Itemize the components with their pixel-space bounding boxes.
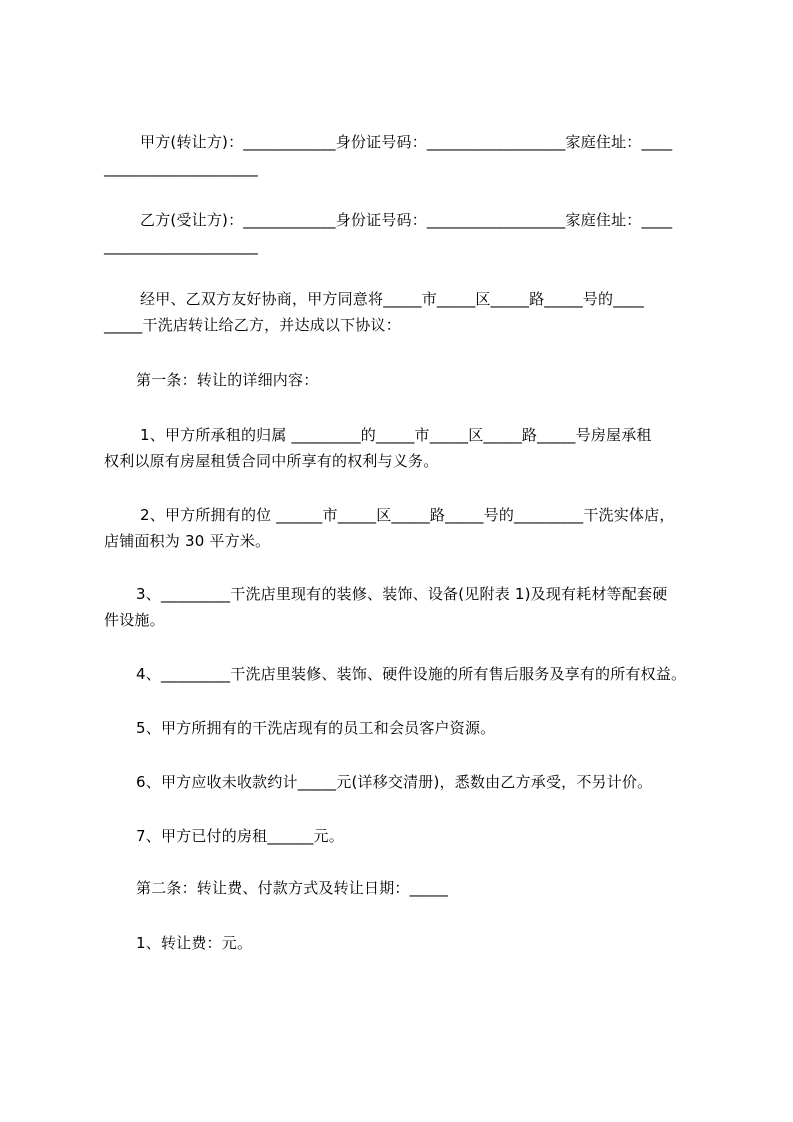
article-1-item-3-line-2: 件设施。 [104, 611, 165, 629]
article-1-item-1-line-1: 1、甲方所承租的归属 _________的_____市_____区_____路_____号房屋承租 [140, 426, 652, 444]
article-1-heading: 第一条：转让的详细内容： [136, 371, 319, 389]
article-1-item-3-line-1: 3、_________干洗店里现有的装修、装饰、设备(见附表 1)及现有耗材等配套硬 [136, 585, 668, 603]
article-2-heading: 第二条：转让费、付款方式及转让日期：_____ [136, 879, 449, 897]
article-1-item-1-line-2: 权利以原有房屋租赁合同中所享有的权利与义务。 [104, 452, 439, 470]
article-1-item-5: 5、甲方所拥有的干洗店现有的员工和会员客户资源。 [136, 719, 496, 737]
article-2-item-1: 1、转让费：元。 [136, 934, 253, 952]
party-a-line-2: ____________________ [104, 159, 258, 177]
article-1-item-2-line-1: 2、甲方所拥有的位 ______市_____区_____路_____号的_________干洗实体店， [140, 506, 675, 524]
article-1-item-2-line-2: 店铺面积为 30 平方米。 [104, 532, 271, 550]
article-1-item-6: 6、甲方应收未收款约计_____元(详移交清册)，悉数由乙方承受，不另计价。 [136, 773, 653, 791]
intro-line-1: 经甲、乙双方友好协商，甲方同意将_____市_____区_____路_____号的____ [140, 290, 645, 308]
article-1-item-4: 4、_________干洗店里装修、装饰、硬件设施的所有售后服务及享有的所有权益。 [136, 665, 687, 683]
party-b-line-1: 乙方(受让方)：____________身份证号码：__________________家庭住址：____ [140, 211, 673, 229]
intro-line-2: _____干洗店转让给乙方，并达成以下协议： [104, 316, 401, 334]
party-b-line-2: ____________________ [104, 237, 258, 255]
article-1-item-7: 7、甲方已付的房租______元。 [136, 827, 344, 845]
party-a-line-1: 甲方(转让方)：____________身份证号码：__________________家庭住址：____ [140, 133, 673, 151]
